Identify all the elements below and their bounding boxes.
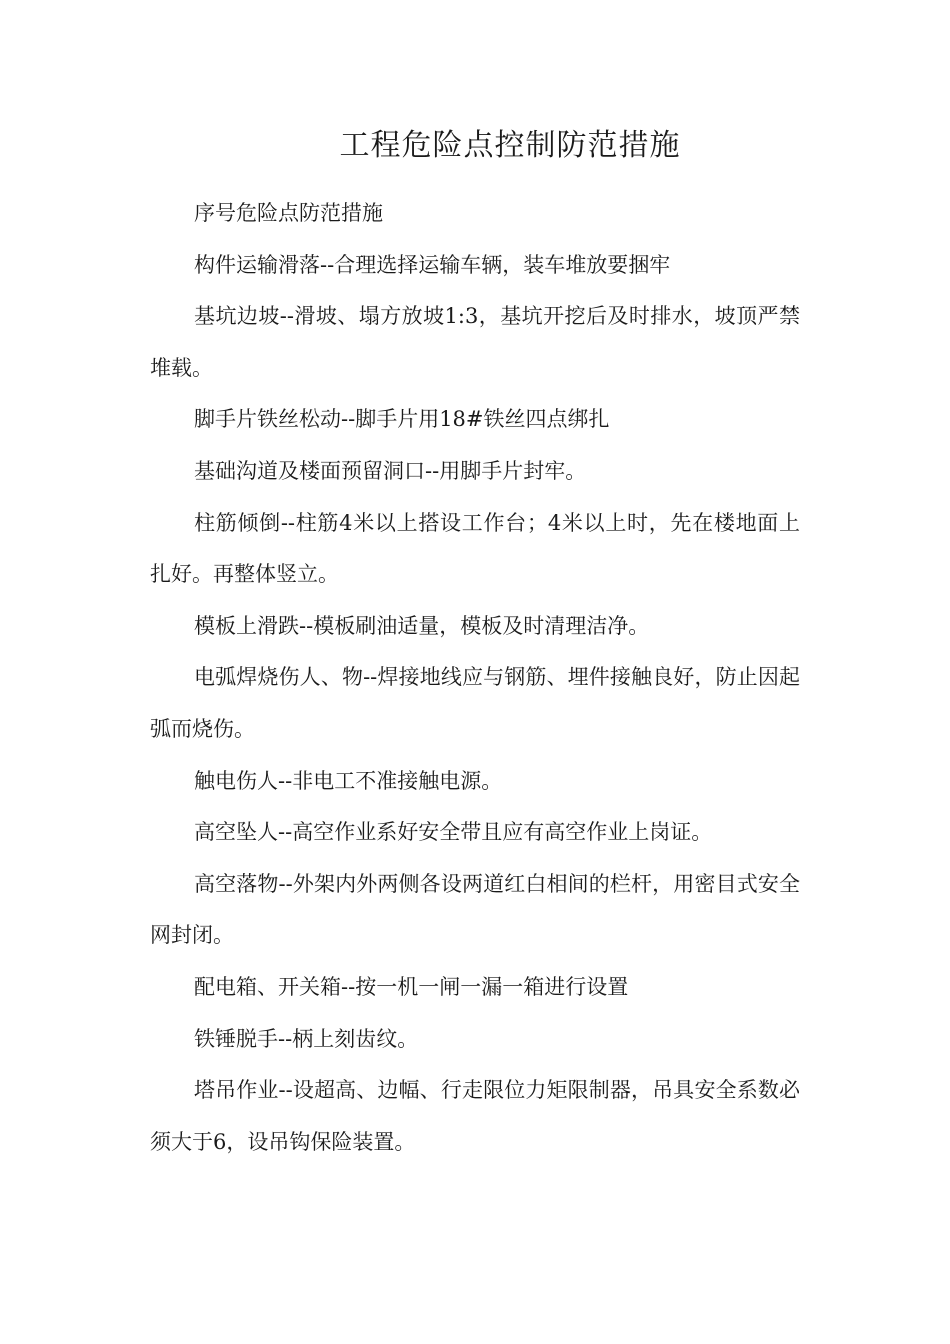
document-body <box>150 188 800 1168</box>
document-title: 工程危险点控制防范措施 <box>339 128 681 163</box>
paragraph: 配电箱、开关箱--按一机一闸一漏一箱进行设置 <box>194 974 629 999</box>
paragraph: 序号危险点防范措施 <box>194 201 383 225</box>
paragraph: 电弧焊烧伤人、物--焊接地线应与钢筋、埋件接触良好，防止因起弧而烧伤。 <box>150 665 800 741</box>
paragraph: 构件运输滑落--合理选择运输车辆，装车堆放要捆牢 <box>194 252 671 277</box>
paragraph: 基坑边坡--滑坡、塌方放坡1:3，基坑开挖后及时排水，坡顶严禁堆载。 <box>150 304 800 380</box>
paragraph: 脚手片铁丝松动--脚手片用18#铁丝四点绑扎 <box>194 407 610 432</box>
paragraph: 柱筋倾倒--柱筋4米以上搭设工作台；4米以上时，先在楼地面上扎好。再整体竖立。 <box>150 510 800 587</box>
paragraph: 模板上滑跌--模板刷油适量，模板及时清理洁净。 <box>194 613 650 638</box>
paragraph: 高空坠人--高空作业系好安全带且应有高空作业上岗证。 <box>194 820 713 845</box>
paragraph: 基础沟道及楼面预留洞口--用脚手片封牢。 <box>194 458 587 483</box>
paragraph: 铁锤脱手--柄上刻齿纹。 <box>194 1026 419 1051</box>
paragraph: 塔吊作业--设超高、边幅、行走限位力矩限制器，吊具安全系数必须大于6，设吊钩保险装置。 <box>150 1078 800 1154</box>
paragraph: 触电伤人--非电工不准接触电源。 <box>194 768 503 793</box>
paragraph: 高空落物--外架内外两侧各设两道红白相间的栏杆，用密目式安全网封闭。 <box>150 871 800 948</box>
